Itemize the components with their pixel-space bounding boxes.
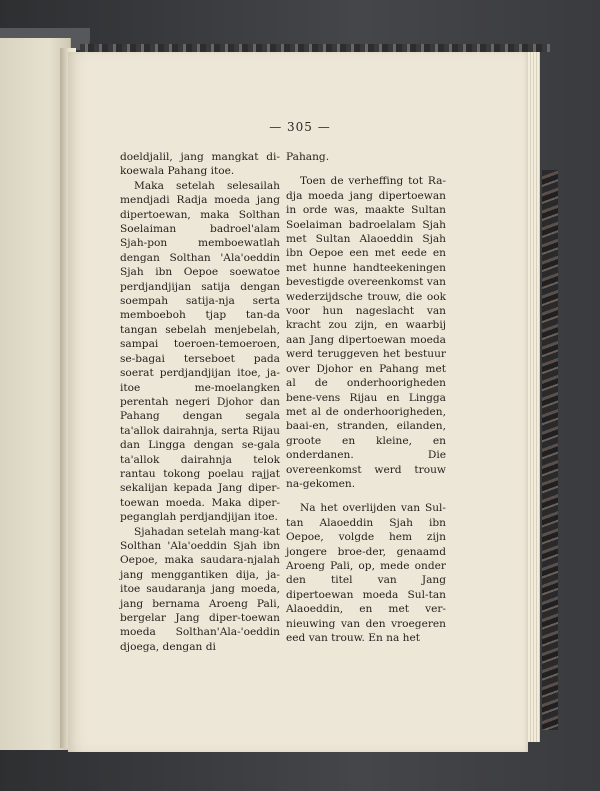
paragraph-gap <box>286 164 446 174</box>
cover-top-edge <box>80 44 550 52</box>
left-column <box>120 150 280 654</box>
paragraph: Na het overlijden van Sul-tan Alaoeddin Sjah ibn Oepoe, volgde hem zijn jongere broe-der, genaamd Aroeng Pali, op, mede onder den titel van Jang dipertoewan moeda Sul-tan Alaoeddin, en met ver-nieuwing van den vroegeren eed van trouw. En na het <box>286 502 446 644</box>
page-stack-edge <box>528 52 540 742</box>
paragraph: Pahang. <box>286 151 330 163</box>
paragraph-gap <box>286 491 446 501</box>
paragraph: Toen de verheffing tot Ra-dja moeda jang dipertoewan in orde was, maakte Sultan Soelaiman badroelalam Sjah met Sultan Alaoeddin Sjah ibn Oepoe een met eede en met hunne handteekeningen bevestigde overeenkomst van wederzijdsche trouw, die ook voor hun nageslacht van kracht zou zijn, en waarbij aan Jang dipertoewan moeda werd teruggeven het bestuur over Djohor en Pahang met al de onderhoorigheden bene-vens Rijau en Lingga met al de onderhoorigheden, baai-en, stranden, eilanden, groote en kleine, en onderdanen. Die overeenkomst werd trouw na-gekomen. <box>286 175 446 490</box>
paragraph: Sjahadan setelah mang-kat Solthan 'Ala'oeddin Sjah ibn Oepoe, maka saudara-njalah jang menggantiken dija, ja-itoe saudaranja jang moeda, jang bernama Aroeng Pali, bergelar Jang diper-toewan moeda Solthan'Ala-'oeddin djoega, dengan di <box>120 525 280 653</box>
right-column <box>286 150 446 645</box>
paragraph: doeldjalil, jang mangkat di-koewala Pahang itoe. <box>120 151 280 178</box>
paragraph: Maka setelah selesailah mendjadi Radja moeda jang dipertoewan, maka Solthan Soelaiman badroel'alam Sjah-pon memboewatlah dengan Solthan 'Ala'oeddin Sjah ibn Oepoe soewatoe perdjandjijan satija dengan soempah satija-nja serta memboeboh tjap tan-da tangan sebelah menjebelah, sampai toeroen-temoeroen, se-bagai terseboet pada soerat perdjandjijan itoe, ja-itoe me-moelangken perentah negeri Djohor dan Pahang dengan segala ta'allok dairahnja, serta Rijau dan Lingga dengan se-gala ta'allok dairahnja telok rantau tokong poelau rajjat sekalijan kepada Jang diper-toewan moeda. Maka diper-peganglah perdjandjijan itoe. <box>120 179 280 524</box>
page-number: — 305 — <box>269 120 331 134</box>
cover-marbled-edge <box>542 170 558 730</box>
